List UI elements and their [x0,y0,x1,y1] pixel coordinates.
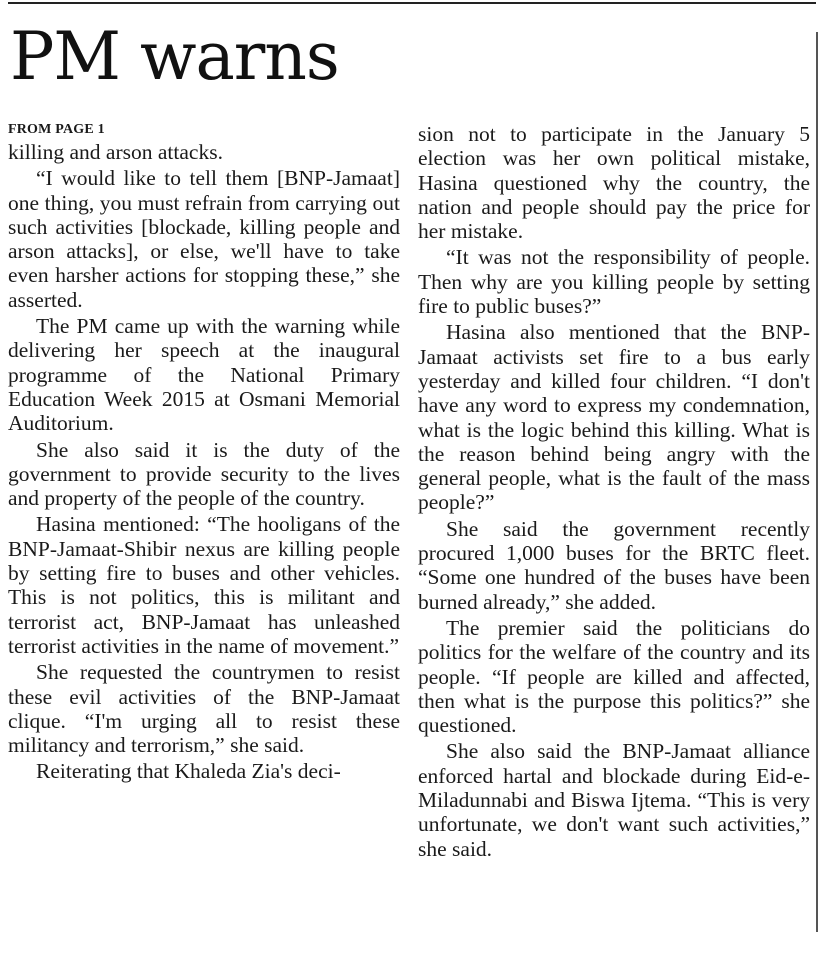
paragraph: “It was not the responsibility of people. Then why are you killing people by setting fire to public buses?” [418,245,810,319]
paragraph: The premier said the politicians do politics for the welfare of the country and its people. “If people are killed and affected, then what is the purpose this politics?” she questioned. [418,615,810,738]
paragraph: Hasina mentioned: “The hooligans of the BNP-Jamaat-Shibir nexus are killing people by setting fire to buses and other vehicles. This is not politics, this is militant and terrorist act, BNP-Jamaat has unleashed terrorist activities in the name of movement.” [8,512,400,658]
headline: PM warns [10,18,339,95]
paragraph: Reiterating that Khaleda Zia's deci- [36,759,341,784]
paragraph: She also said it is the duty of the government to provide security to the lives and property of the people of the country. [8,437,400,511]
paragraph: The PM came up with the warning while delivering her speech at the inaugural programme of the National Primary Education Week 2015 at Osmani Memorial Auditorium. [8,314,400,436]
top-rule [8,2,816,4]
paragraph: “I would like to tell them [BNP-Jamaat] one thing, you must refrain from carrying out such activities [blockade, killing people and arson attacks], or else, we'll have to take even harsher actions for stopping these,” she asserted. [8,166,400,312]
paragraph: killing and arson attacks. [8,140,223,164]
paragraph: sion not to participate in the January 5 election was her own political mistake, Hasina questioned why the country, the nation and people should pay the price for her mistake. [418,122,810,244]
jump-label: FROM PAGE 1 [8,122,105,137]
paragraph: Hasina also mentioned that the BNP-Jamaat activists set fire to a bus early yesterday and killed four children. “I don't have any word to express my condemnation, what is the logic behind this killing. What is the reason behind being angry with the general people, what is the fault of the mass people?” [418,320,810,515]
paragraph: She said the government recently procured 1,000 buses for the BRTC fleet. “Some one hundred of the buses have been burned already,” she added. [418,516,810,614]
paragraph: She also said the BNP-Jamaat alliance enforced hartal and blockade during Eid-e-Miladunnabi and Biswa Ijtema. “This is very unfortunate, we don't want such activities,” she said. [418,739,810,861]
article-column-right [418,122,810,861]
article-column-left [8,122,400,784]
paragraph: She requested the countrymen to resist these evil activities of the BNP-Jamaat clique. “I'm urging all to resist these militancy and terrorism,” she said. [8,660,400,758]
